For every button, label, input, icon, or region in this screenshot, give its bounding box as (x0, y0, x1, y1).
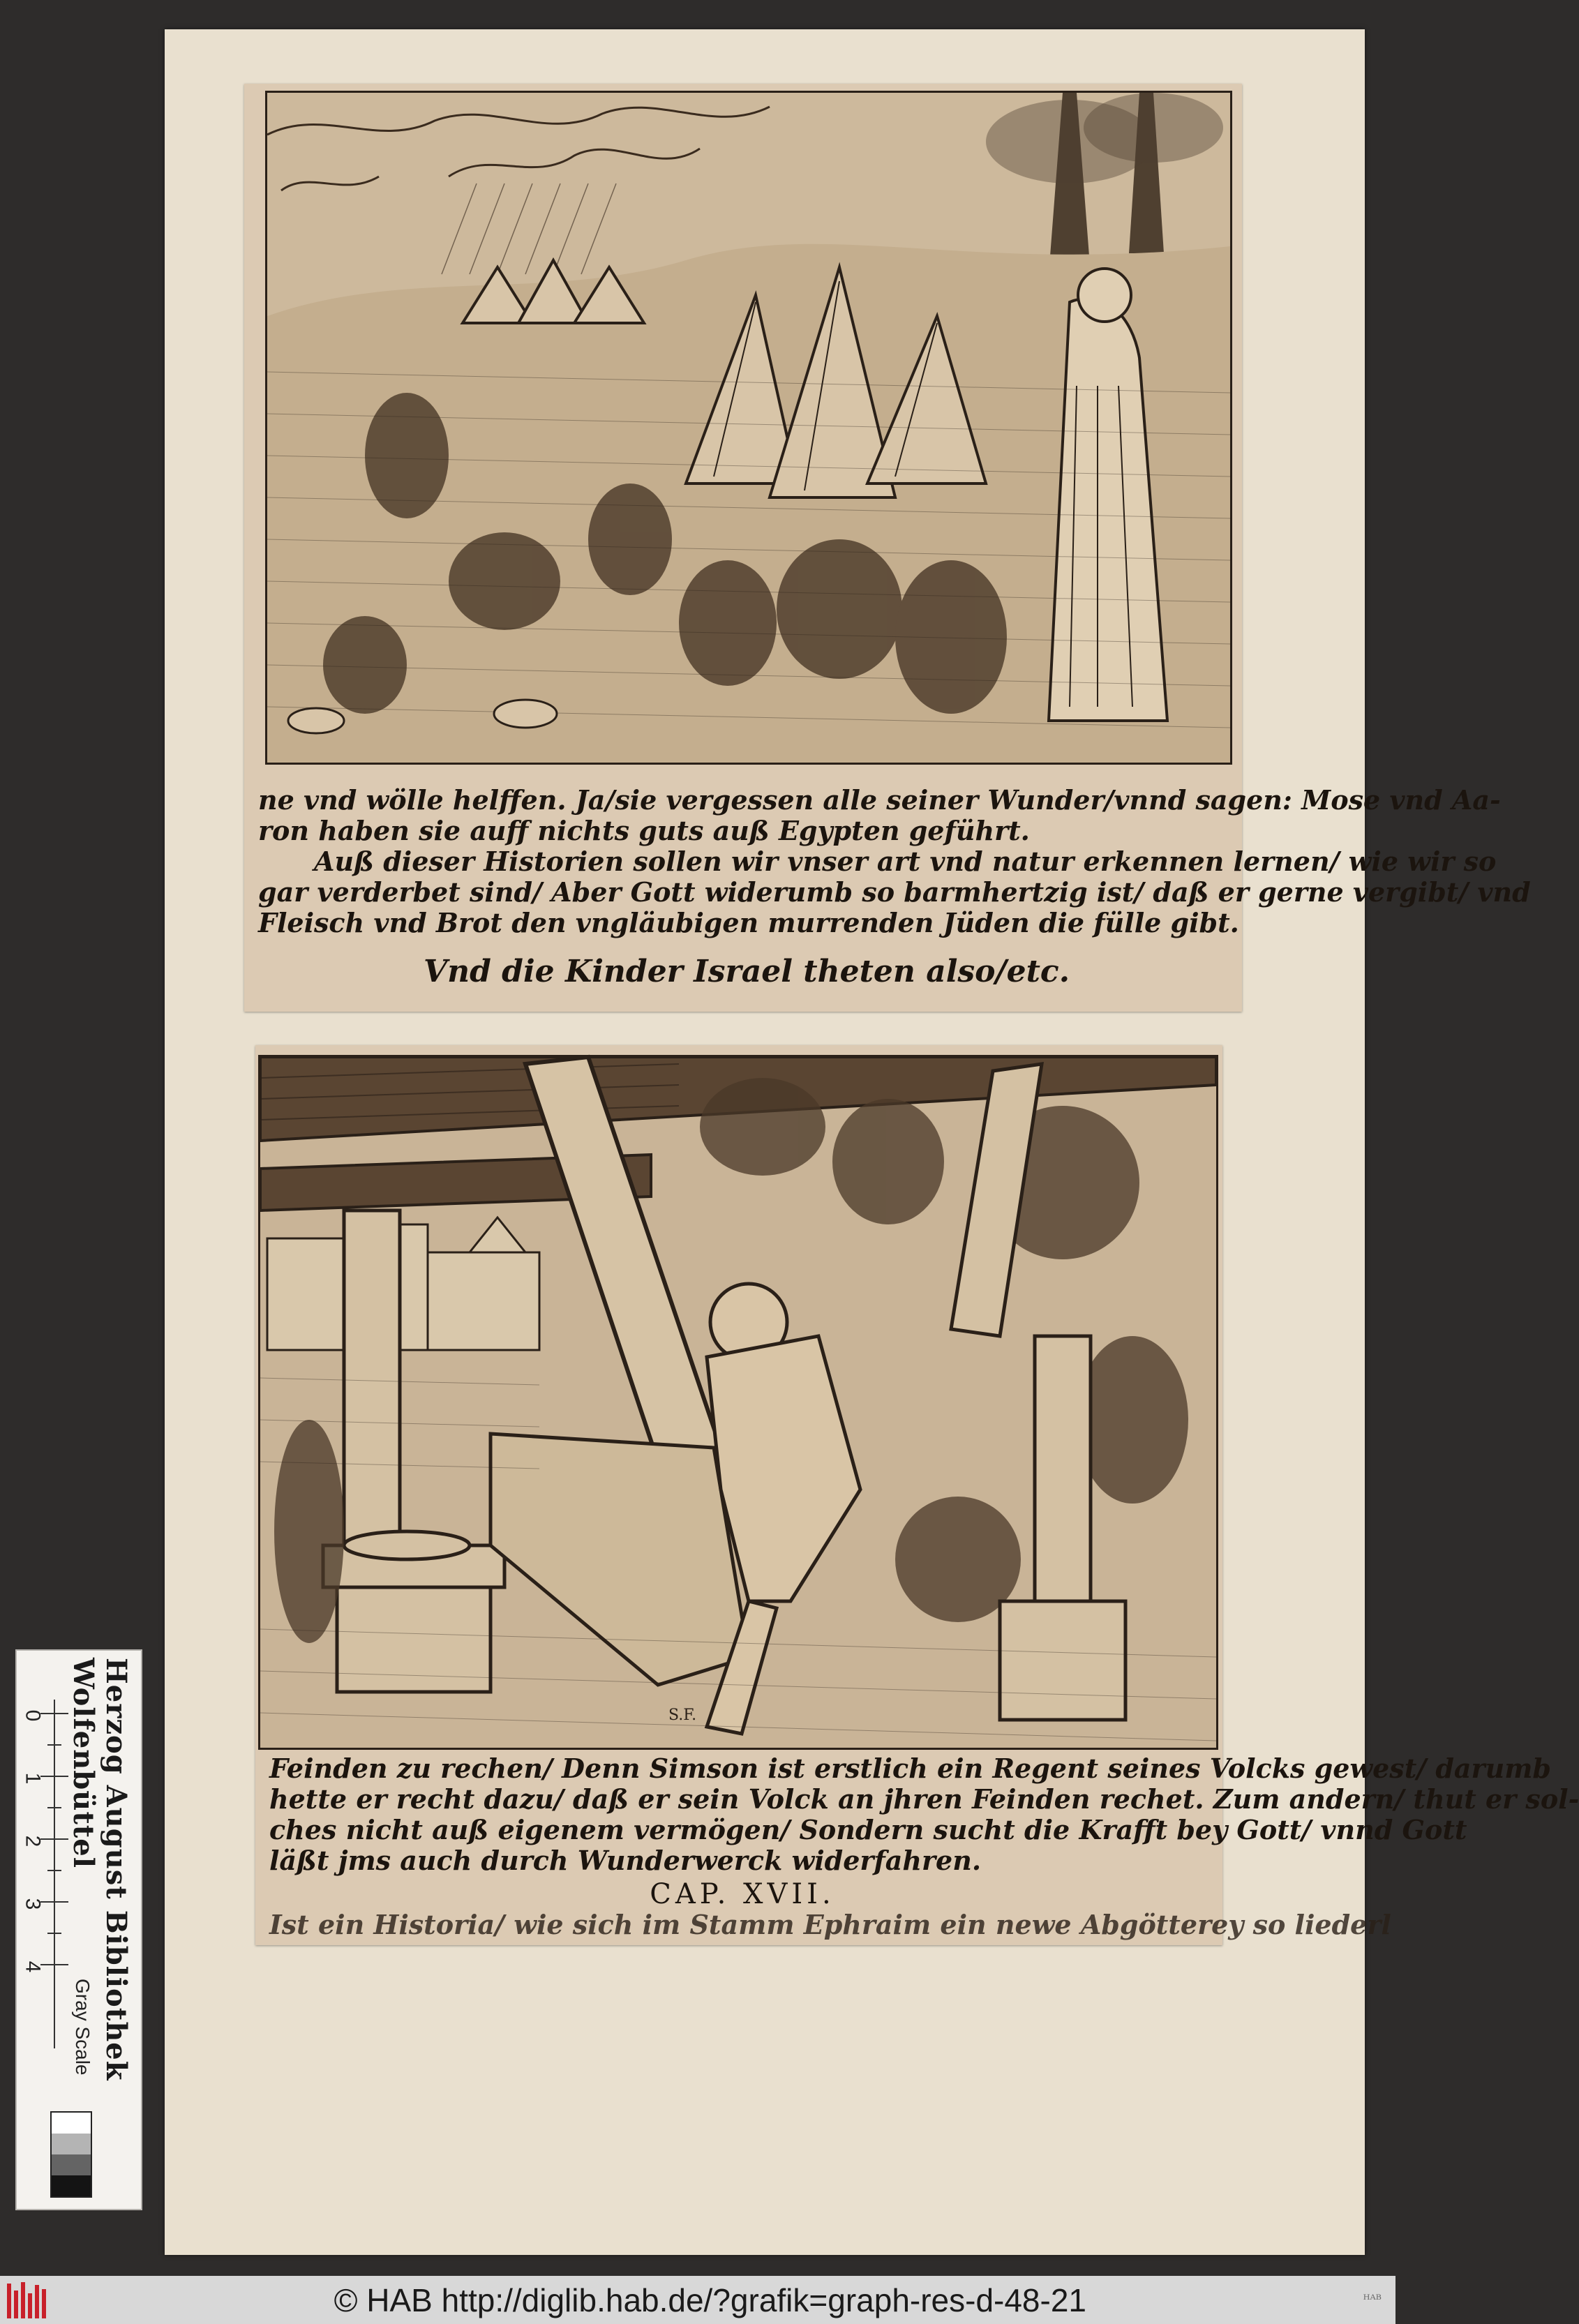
text-line: Fleisch vnd Brot den vngläubigen murrenden Jüden die fülle gibt. (258, 907, 1239, 938)
color-scale-strip (15, 1649, 142, 2210)
chapter-heading: CAP. XVII. (650, 1878, 835, 1910)
text-block-bottom (269, 1753, 1579, 1940)
text-line: ches nicht auß eigenem vermögen/ Sondern sucht die Krafft bey Gott/ vnnd Gott (269, 1814, 1467, 1845)
woodcut-image-israelites-camp (265, 91, 1232, 765)
closing-line: Vnd die Kinder Israel theten also/etc. (423, 954, 1070, 989)
ruler-label: 2 (21, 1835, 45, 1847)
hab-logo-icon (7, 2282, 57, 2318)
ruler-label: 0 (21, 1709, 45, 1722)
woodcut-image-samson-pillars (258, 1055, 1218, 1750)
clipping-samson-temple (255, 1045, 1579, 1945)
svg-text:S.F.: S.F. (668, 1707, 697, 1724)
footer-bar (0, 2276, 1395, 2324)
cut-off-line: Ist ein Historia/ wie sich im Stamm Ephraim ein newe Abgötterey so liederl (269, 1909, 1391, 1940)
gray-scale-label: Gray Scale (72, 1979, 93, 2076)
clipping-manna-quails (244, 84, 1531, 1012)
artist-monogram (668, 1707, 696, 1724)
swatch-black (52, 2175, 91, 2196)
text-line: läßt jms auch durch Wunderwerck widerfahren. (269, 1845, 982, 1876)
swatch-white (52, 2113, 91, 2134)
ruler-label: 1 (21, 1772, 45, 1785)
text-block-top (258, 784, 1531, 989)
copyright-url[interactable]: © HAB http://diglib.hab.de/?grafik=graph-res-d-48-21 (334, 2281, 1087, 2318)
institution-name: Herzog August Bibliothek Wolfenbüttel (67, 1658, 133, 2081)
text-line: Auß dieser Historien sollen wir vnser art vnd natur erkennen lernen/ wie wir so (314, 846, 1497, 877)
swatch-dark (52, 2154, 91, 2175)
text-line: Feinden zu rechen/ Denn Simson ist erstlich ein Regent seines Volcks gewest/ darumb (269, 1753, 1551, 1784)
woodcut-illustration (267, 93, 1230, 763)
gray-swatches (50, 2111, 92, 2198)
text-line: ron haben sie auff nichts guts auß Egypten geführt. (258, 815, 1030, 846)
woodcut-illustration (260, 1057, 1216, 1748)
footer-mark: ᴴᴬᴮ (1363, 2293, 1382, 2307)
text-line: gar verderbet sind/ Aber Gott widerumb so barmhertzig ist/ daß er gerne vergibt/ vnd (258, 876, 1531, 908)
ruler-label: 4 (21, 1961, 45, 1973)
text-line: ne vnd wölle helffen. Ja/sie vergessen alle seiner Wunder/vnnd sagen: Mose vnd Aa- (258, 784, 1501, 816)
ruler-label: 3 (21, 1898, 45, 1910)
text-line: hette er recht dazu/ daß er sein Volck an jhren Feinden rechet. Zum andern/ thut er sol- (269, 1783, 1579, 1815)
swatch-light (52, 2134, 91, 2154)
